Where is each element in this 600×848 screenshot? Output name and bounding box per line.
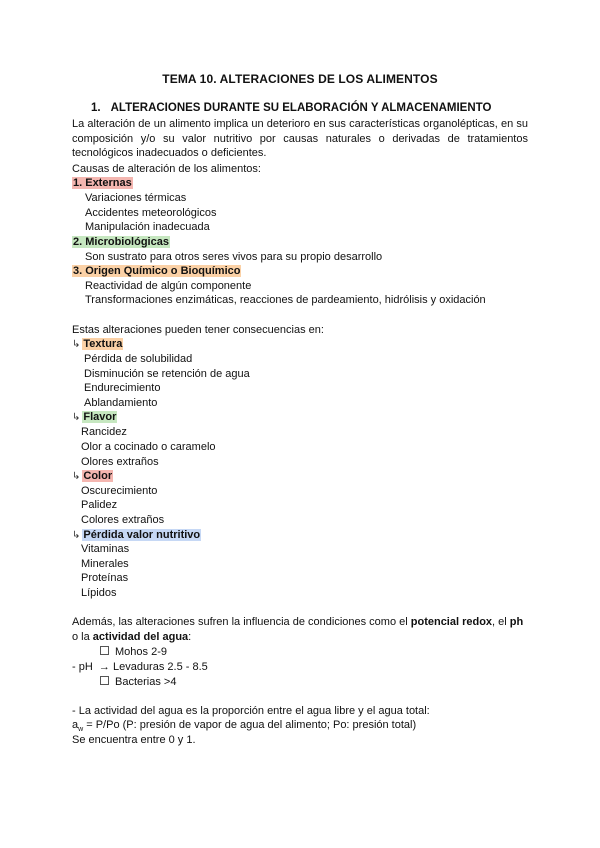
- text-span: Color: [83, 470, 113, 482]
- water-activity-range: Se encuentra entre 0 y 1.: [72, 734, 196, 746]
- text-span: a: [72, 719, 79, 731]
- cause-item: Transformaciones enzimáticas, reacciones de pardeamiento, hidrólisis y oxidación: [85, 294, 486, 306]
- cause-item: Variaciones térmicas: [85, 192, 187, 204]
- turn-arrow-icon: ↳: [72, 339, 81, 350]
- consequence-item: Palidez: [81, 499, 118, 511]
- cause-item: Manipulación inadecuada: [85, 221, 210, 233]
- document-title: TEMA 10. ALTERACIONES DE LOS ALIMENTOS: [162, 72, 438, 86]
- text-span: 3. Origen Químico o Bioquímico: [73, 265, 241, 277]
- water-activity-line: - La actividad del agua es la proporción entre el agua libre y el agua total:: [72, 705, 430, 717]
- text-span: potencial redox: [410, 616, 493, 628]
- consequence-item: Oscurecimiento: [81, 485, 158, 497]
- ph-mohos: [100, 645, 167, 659]
- text-span: :: [188, 631, 192, 643]
- checkbox-square-icon: [100, 676, 109, 685]
- consequence-item: Minerales: [81, 558, 129, 570]
- right-arrow-icon: →: [98, 661, 110, 673]
- turn-arrow-icon: ↳: [72, 412, 81, 423]
- ph-bacterias: [100, 675, 176, 689]
- intro-paragraph: La alteración de un alimento implica un deterioro en sus características organolépticas, en su composición y/o su valor nutritivo por causas naturales o derivadas de tratamientos tecnológicos inadecuados o deficientes.: [72, 118, 528, 160]
- cause-microbiologicas-heading: [72, 235, 170, 249]
- text-span: 1. Externas: [73, 177, 132, 189]
- text-span: actividad del agua: [92, 631, 189, 643]
- text-span: 2. Microbiológicas: [73, 236, 169, 248]
- conditions-paragraph-cont: [72, 630, 191, 644]
- checkbox-square-icon: [100, 646, 109, 655]
- ph-levaduras: [72, 660, 208, 674]
- text-span: = P/Po (P: presión de vapor de agua del alimento; Po: presión total): [83, 719, 417, 731]
- consequence-item: Proteínas: [81, 572, 129, 584]
- consequence-nutritivo-heading: [72, 528, 201, 543]
- text-span: ph: [509, 616, 524, 628]
- consequences-label: Estas alteraciones pueden tener consecuencias en:: [72, 324, 324, 336]
- text-span: Textura: [83, 338, 123, 350]
- section-number: 1.: [91, 102, 101, 114]
- text-span: o la: [72, 631, 93, 643]
- text-span: Flavor: [83, 411, 117, 423]
- turn-arrow-icon: ↳: [72, 530, 81, 541]
- section-heading-text: ALTERACIONES DURANTE SU ELABORACIÓN Y ALMACENAMIENTO: [110, 102, 492, 114]
- consequence-item: Olores extraños: [81, 456, 159, 468]
- text-span: Mohos 2-9: [115, 646, 167, 658]
- text-span: w: [78, 726, 84, 734]
- conditions-paragraph: [72, 615, 528, 630]
- consequence-item: Lípidos: [81, 587, 117, 599]
- cause-item: Reactividad de algún componente: [85, 280, 252, 292]
- consequence-item: Disminución se retención de agua: [84, 368, 250, 380]
- cause-item: Son sustrato para otros seres vivos para su propio desarrollo: [85, 251, 383, 263]
- cause-quimico-heading: [72, 264, 241, 278]
- cause-externas-heading: [72, 176, 133, 190]
- consequence-item: Ablandamiento: [84, 397, 158, 409]
- section-heading: [91, 101, 491, 115]
- consequence-textura-heading: [72, 337, 123, 352]
- consequence-item: Colores extraños: [81, 514, 165, 526]
- consequence-item: Pérdida de solubilidad: [84, 353, 193, 365]
- consequence-flavor-heading: [72, 410, 117, 425]
- text-span: , el: [492, 616, 510, 628]
- text-span: - pH: [72, 661, 93, 673]
- consequence-item: Olor a cocinado o caramelo: [81, 441, 216, 453]
- text-span: Pérdida valor nutritivo: [83, 529, 201, 541]
- text-span: Levaduras 2.5 - 8.5: [112, 661, 208, 673]
- consequence-item: Endurecimiento: [84, 382, 161, 394]
- consequence-item: Vitaminas: [81, 543, 130, 555]
- turn-arrow-icon: ↳: [72, 471, 81, 482]
- consequence-color-heading: [72, 469, 113, 484]
- causes-label: Causas de alteración de los alimentos:: [72, 163, 261, 175]
- text-span: Bacterias >4: [115, 676, 177, 688]
- text-span: Además, las alteraciones sufren la influencia de condiciones como el: [72, 616, 411, 628]
- consequence-item: Rancidez: [81, 426, 127, 438]
- cause-item: Accidentes meteorológicos: [85, 207, 217, 219]
